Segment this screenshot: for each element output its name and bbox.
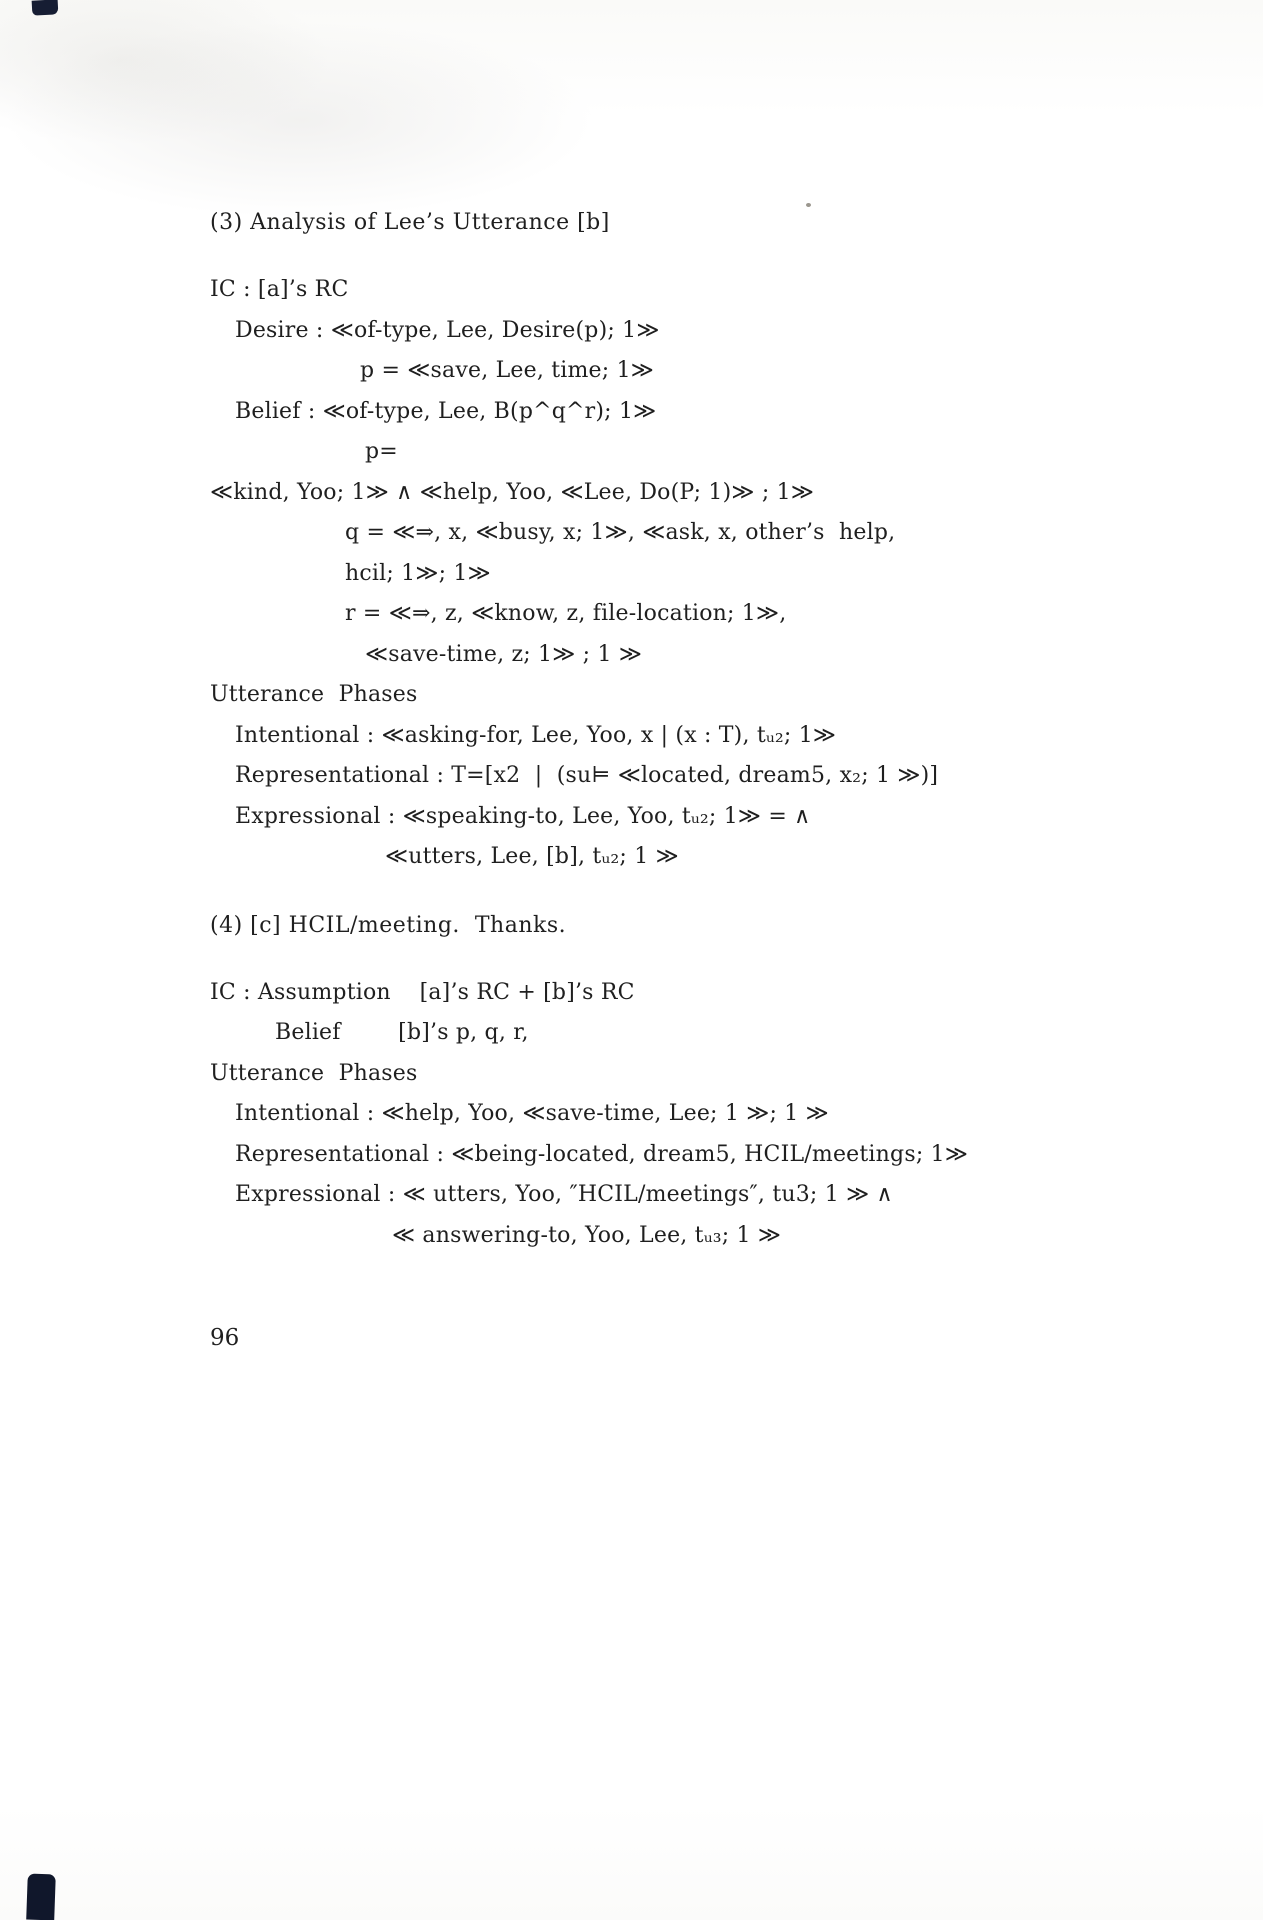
text-line-representational-3: Representational : T=[x2 | (su⊨ ≪located, dream5, x₂; 1 ≫)] [235,763,939,788]
text-line-utterance-phases-4: Utterance Phases [210,1060,418,1086]
scan-artifact-top-left [32,0,59,16]
text-line-belief: Belief : ≪of-type, Lee, B(p^q^r); 1≫ [235,398,657,424]
text-line-intentional-3: Intentional : ≪asking-for, Lee, Yoo, x | (x : T), tᵤ₂; 1≫ [235,722,837,748]
page-number: 96 [210,1325,240,1351]
text-line-ic-assumption: IC : Assumption [a]’s RC + [b]’s RC [210,979,635,1005]
text-line-hcil: hcil; 1≫; 1≫ [345,560,491,586]
text-line-representational-4: Representational : ≪being-located, dream5, HCIL/meetings; 1≫ [235,1141,969,1167]
text-line-utters-lee: ≪utters, Lee, [b], tᵤ₂; 1 ≫ [385,844,679,869]
text-line-ic-a-rc: IC : [a]’s RC [210,277,349,302]
text-line-intentional-4: Intentional : ≪help, Yoo, ≪save-time, Lee; 1 ≫; 1 ≫ [235,1101,829,1126]
text-line-p-save: p = ≪save, Lee, time; 1≫ [360,358,655,383]
scan-artifact-bottom-left [26,1874,56,1920]
text-line-q-equals: q = ≪⇒, x, ≪busy, x; 1≫, ≪ask, x, other’s help, [345,520,896,545]
text-line-p-equals: p= [365,439,398,464]
text-line-expressional-4: Expressional : ≪ utters, Yoo, ″HCIL/meetings″, tu3; 1 ≫ ∧ [235,1182,893,1207]
text-line-kind-yoo: ≪kind, Yoo; 1≫ ∧ ≪help, Yoo, ≪Lee, Do(P; 1)≫ ; 1≫ [210,479,815,505]
text-line-utterance-phases-3: Utterance Phases [210,682,418,707]
text-line-r-equals: r = ≪⇒, z, ≪know, z, file-location; 1≫, [345,601,787,626]
text-line-desire: Desire : ≪of-type, Lee, Desire(p); 1≫ [235,317,660,343]
section-4-heading: (4) [c] HCIL/meeting. Thanks. [210,912,567,938]
section-3-heading: (3) Analysis of Lee’s Utterance [b] [210,210,610,235]
text-line-answering-to: ≪ answering-to, Yoo, Lee, tᵤ₃; 1 ≫ [392,1222,782,1248]
text-line-belief-4: Belief [b]’s p, q, r, [275,1020,529,1045]
page-content [210,202,1130,1353]
text-line-save-time: ≪save-time, z; 1≫ ; 1 ≫ [365,641,643,667]
text-line-expressional-3: Expressional : ≪speaking-to, Lee, Yoo, tᵤ₂; 1≫ = ∧ [235,803,811,829]
